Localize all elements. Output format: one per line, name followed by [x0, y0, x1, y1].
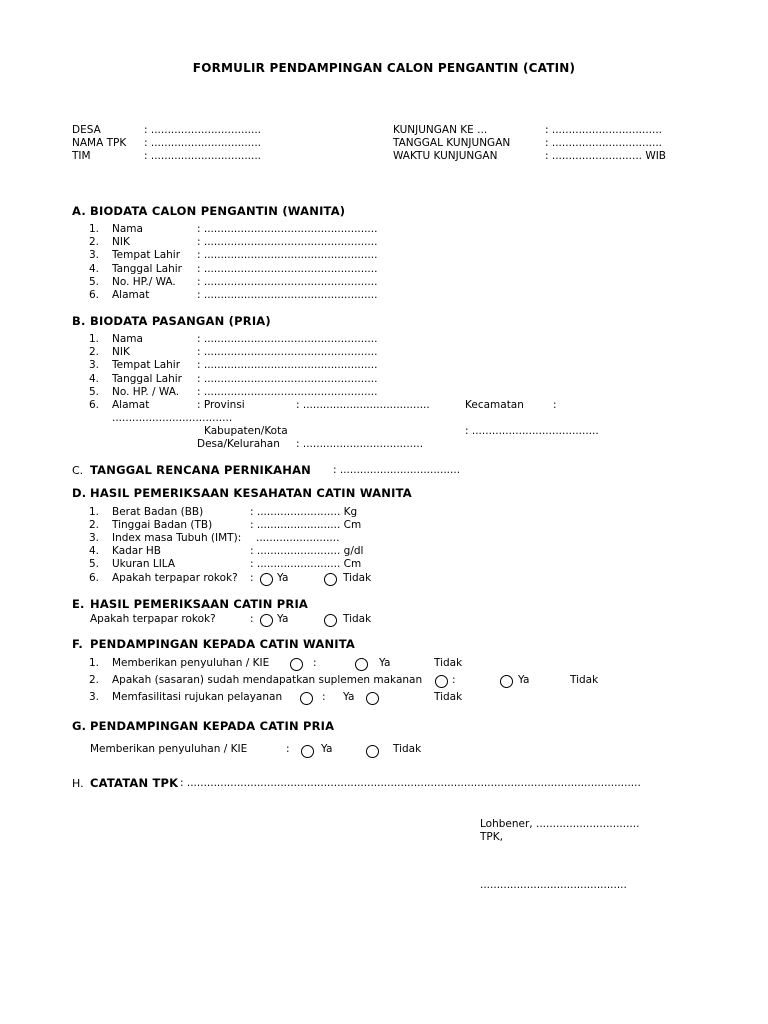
list-item-number: 2.	[89, 346, 100, 358]
list-item-number: 1.	[89, 333, 100, 345]
pria-rokok-tidak-radio[interactable]	[324, 614, 337, 627]
field-label: Memfasilitasi rujukan pelayanan	[112, 691, 283, 703]
field-label: Alamat	[112, 399, 150, 411]
list-item-number: 6.	[89, 399, 100, 411]
section-b-letter: B.	[72, 314, 86, 328]
provinsi-field[interactable]: : ......................................	[296, 399, 430, 411]
radio-label-tidak: Tidak	[434, 691, 463, 703]
wanita-nama-field[interactable]: : ....................................................	[197, 223, 378, 235]
list-item-number: 3.	[89, 359, 100, 371]
suplemen-ya-radio[interactable]	[435, 675, 448, 688]
list-item-number: 2.	[89, 236, 100, 248]
list-item-number: 3.	[89, 532, 100, 544]
section-c-heading: TANGGAL RENCANA PERNIKAHAN	[90, 463, 311, 477]
pria-nik-field[interactable]: : ....................................................	[197, 346, 378, 358]
field-colon: :	[452, 674, 456, 686]
field-colon: :	[322, 691, 326, 703]
field-label: Tempat Lahir	[112, 249, 181, 261]
field-label: NIK	[112, 346, 130, 358]
section-f-letter: F.	[72, 637, 83, 651]
field-label: Nama	[112, 333, 143, 345]
header-kunjungan-label: KUNJUNGAN KE ...	[393, 124, 488, 136]
radio-label-tidak: Tidak	[343, 572, 372, 584]
pria-hp-field[interactable]: : ....................................................	[197, 386, 378, 398]
list-item-number: 5.	[89, 558, 100, 570]
rujukan-ya-radio[interactable]	[300, 692, 313, 705]
header-nama-tpk-label: NAMA TPK	[72, 137, 127, 149]
wanita-tanggal-lahir-field[interactable]: : ....................................................	[197, 263, 378, 275]
wanita-alamat-field[interactable]: : ....................................................	[197, 289, 378, 301]
field-label: Tempat Lahir	[112, 359, 181, 371]
header-kunjungan-field[interactable]: : .................................	[545, 124, 663, 136]
tinggi-badan-field[interactable]: : ......................... Cm	[250, 519, 362, 531]
kabupaten-field[interactable]: : ......................................	[465, 425, 599, 437]
field-label: Tinggai Badan (TB)	[112, 519, 213, 531]
field-label: Memberikan penyuluhan / KIE	[90, 743, 248, 755]
field-label: Nama	[112, 223, 143, 235]
section-b-heading: BIODATA PASANGAN (PRIA)	[90, 314, 271, 328]
kabupaten-label: Kabupaten/Kota	[204, 425, 288, 437]
berat-badan-field[interactable]: : ......................... Kg	[250, 506, 358, 518]
header-desa-label: DESA	[72, 124, 101, 136]
kie-pria-tidak-radio[interactable]	[366, 745, 379, 758]
field-label: Ukuran LILA	[112, 558, 176, 570]
radio-label-ya: Ya	[343, 691, 355, 703]
field-label: Alamat	[112, 289, 150, 301]
list-item-number: 1.	[89, 223, 100, 235]
wanita-nik-field[interactable]: : ....................................................	[197, 236, 378, 248]
list-item-number: 6.	[89, 289, 100, 301]
list-item-number: 2.	[89, 674, 100, 686]
field-colon: :	[250, 613, 254, 625]
header-nama-tpk-field[interactable]: : .................................	[144, 137, 262, 149]
field-label: Apakah (sasaran) sudah mendapatkan suplemen makanan	[112, 674, 423, 686]
section-e-letter: E.	[72, 597, 85, 611]
page-title: FORMULIR PENDAMPINGAN CALON PENGANTIN (CATIN)	[192, 61, 576, 75]
field-label: Apakah terpapar rokok?	[90, 613, 216, 625]
imt-field[interactable]: .........................	[256, 532, 340, 544]
list-item-number: 1.	[89, 657, 100, 669]
list-item-number: 5.	[89, 386, 100, 398]
section-h-heading: CATATAN TPK	[90, 776, 179, 790]
radio-label-ya: Ya	[277, 572, 289, 584]
field-label: Memberikan penyuluhan / KIE	[112, 657, 270, 669]
header-tanggal-field[interactable]: : .................................	[545, 137, 663, 149]
field-colon: :	[286, 743, 290, 755]
desa-kelurahan-field[interactable]: : ....................................	[296, 438, 424, 450]
signature-line[interactable]: ............................................	[480, 879, 627, 891]
header-waktu-field[interactable]: : ........................... WIB	[545, 150, 667, 162]
field-label: NIK	[112, 236, 130, 248]
wanita-hp-field[interactable]: : ....................................................	[197, 276, 378, 288]
list-item-number: 3.	[89, 249, 100, 261]
catatan-tpk-field[interactable]: : ........................................................................................................................................	[180, 777, 641, 789]
lila-field[interactable]: : ......................... Cm	[250, 558, 362, 570]
radio-label-tidak: Tidak	[434, 657, 463, 669]
list-item-number: 2.	[89, 519, 100, 531]
header-tim-label: TIM	[72, 150, 91, 162]
header-tanggal-label: TANGGAL KUNJUNGAN	[393, 137, 511, 149]
radio-label-tidak: Tidak	[570, 674, 599, 686]
list-item-number: 6.	[89, 572, 100, 584]
kie-wanita-ya-radio[interactable]	[290, 658, 303, 671]
pria-rokok-ya-radio[interactable]	[260, 614, 273, 627]
field-label: Kadar HB	[112, 545, 161, 557]
section-d-letter: D.	[72, 486, 87, 500]
section-e-heading: HASIL PEMERIKSAAN CATIN PRIA	[90, 597, 309, 611]
kie-pria-ya-radio[interactable]	[301, 745, 314, 758]
signature-role: TPK,	[480, 831, 503, 843]
field-label: Apakah terpapar rokok?	[112, 572, 238, 584]
radio-label-tidak: Tidak	[343, 613, 372, 625]
section-h-letter: H.	[72, 777, 84, 790]
list-item-number: 1.	[89, 506, 100, 518]
field-label: Tanggal Lahir	[112, 373, 182, 385]
radio-label-ya: Ya	[518, 674, 530, 686]
pria-tempat-lahir-field[interactable]: : ....................................................	[197, 359, 378, 371]
radio-label-ya: Ya	[379, 657, 391, 669]
radio-label-ya: Ya	[321, 743, 333, 755]
field-label: Berat Badan (BB)	[112, 506, 204, 518]
field-label: No. HP. / WA.	[112, 386, 180, 398]
pria-tanggal-lahir-field[interactable]: : ....................................................	[197, 373, 378, 385]
section-g-heading: PENDAMPINGAN KEPADA CATIN PRIA	[90, 719, 335, 733]
list-item-number: 5.	[89, 276, 100, 288]
kadar-hb-field[interactable]: : ......................... g/dl	[250, 545, 364, 557]
field-label: Tanggal Lahir	[112, 263, 182, 275]
kie-wanita-tidak-radio[interactable]	[355, 658, 368, 671]
tanggal-pernikahan-field[interactable]: : ....................................	[333, 464, 461, 476]
list-item-number: 3.	[89, 691, 100, 703]
header-waktu-label: WAKTU KUNJUNGAN	[393, 150, 498, 162]
section-d-heading: HASIL PEMERIKSAAN KESAHATAN CATIN WANITA	[90, 486, 412, 500]
rujukan-tidak-radio[interactable]	[366, 692, 379, 705]
kecamatan-field[interactable]: ....................................	[112, 412, 233, 424]
header-desa-field[interactable]: : .................................	[144, 124, 262, 136]
field-label: No. HP./ WA.	[112, 276, 176, 288]
list-item-number: 4.	[89, 373, 100, 385]
section-f-heading: PENDAMPINGAN KEPADA CATIN WANITA	[90, 637, 356, 651]
wanita-rokok-ya-radio[interactable]	[260, 573, 273, 586]
list-item-number: 4.	[89, 545, 100, 557]
kecamatan-label: Kecamatan	[465, 399, 524, 411]
suplemen-tidak-radio[interactable]	[500, 675, 513, 688]
signature-place: Lohbener, ...............................	[480, 818, 640, 830]
desa-kelurahan-label: Desa/Kelurahan	[197, 438, 280, 450]
header-tim-field[interactable]: : .................................	[144, 150, 262, 162]
kecamatan-colon: :	[553, 399, 557, 411]
pria-nama-field[interactable]: : ....................................................	[197, 333, 378, 345]
section-a-letter: A.	[72, 204, 86, 218]
radio-label-tidak: Tidak	[393, 743, 422, 755]
section-g-letter: G.	[72, 719, 87, 733]
wanita-tempat-lahir-field[interactable]: : ....................................................	[197, 249, 378, 261]
section-c-letter: C.	[72, 464, 84, 477]
section-a-heading: BIODATA CALON PENGANTIN (WANITA)	[90, 204, 346, 218]
field-label: Index masa Tubuh (IMT):	[112, 532, 242, 544]
field-colon: :	[250, 572, 254, 584]
wanita-rokok-tidak-radio[interactable]	[324, 573, 337, 586]
field-colon: :	[313, 657, 317, 669]
provinsi-label: : Provinsi	[197, 399, 245, 411]
list-item-number: 4.	[89, 263, 100, 275]
radio-label-ya: Ya	[277, 613, 289, 625]
